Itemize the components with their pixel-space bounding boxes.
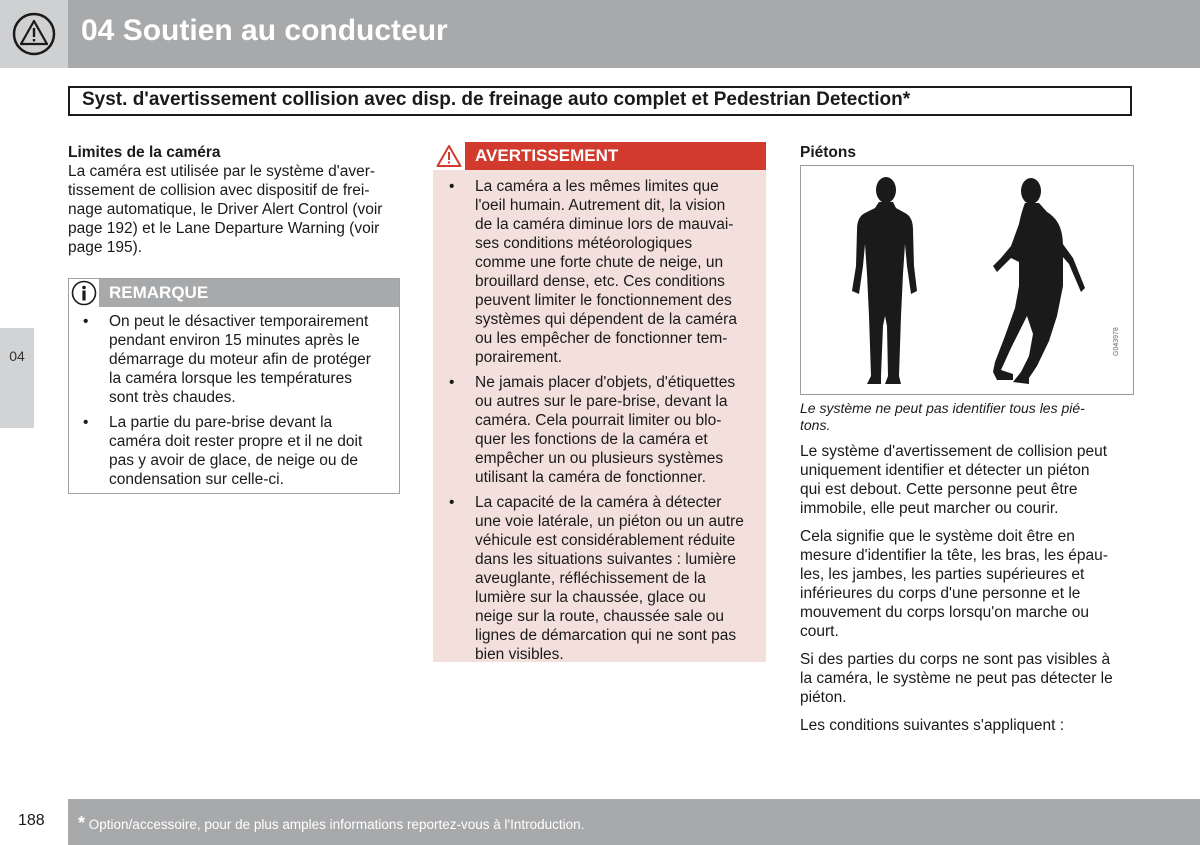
note-icon-box: [69, 279, 99, 307]
pedestrian-figure: [800, 165, 1134, 395]
paragraph: Les conditions suivantes s'appliquent :: [800, 717, 1065, 734]
list-item: • La capacité de la caméra à détecter une voie latérale, un piéton ou un autre véhicule est considérablement réduite dans les situations suivantes : lumière aveuglante, réfléchissement de la lumière sur la chaussée, glace ou neige sur la route, chaussée sale ou lignes de démarcation qui ne sont pas bien visibles.: [449, 494, 744, 663]
paragraph: Le système d'avertissement de collision peut uniquement identifier et détecter un piéton qui est debout. Cette personne peut être immobile, elle peut marcher ou courir.: [800, 443, 1108, 517]
chapter-side-tab: [0, 328, 34, 428]
left-column: [68, 143, 403, 257]
footnote-text: Option/accessoire, pour de plus amples informations reportez-vous à l'Introduction.: [88, 817, 585, 832]
footnote-star: *: [78, 813, 86, 833]
footnote-bar: [68, 799, 1200, 845]
section-title-box: [68, 86, 1132, 116]
pedestrian-silhouettes-illustration: [801, 166, 1133, 394]
walking-person-silhouette: [993, 178, 1085, 384]
info-icon: [71, 280, 97, 306]
paragraph: Si des parties du corps ne sont pas visibles à la caméra, le système ne peut pas détecter le piéton.: [800, 651, 1113, 706]
warning-icon-box: [433, 142, 465, 170]
chapter-title: 04 Soutien au conducteur: [81, 14, 448, 47]
warning-triangle-icon: [11, 12, 57, 56]
list-item: • On peut le désactiver temporairement pendant environ 15 minutes après le démarrage du moteur afin de protéger la caméra lorsque les températures sont très chaudes.: [83, 313, 371, 406]
warning-box: [433, 142, 766, 662]
footnote: [78, 813, 584, 834]
pedestrians-heading: Piétons: [800, 144, 856, 161]
right-column-text: [800, 442, 1135, 735]
page-footer: [0, 799, 1200, 845]
note-title: REMARQUE: [109, 283, 209, 302]
page-header: [0, 0, 1200, 68]
page-number: 188: [18, 812, 45, 829]
warning-header: [433, 142, 766, 170]
figure-code: G043978: [1113, 327, 1120, 356]
figure-caption: Le système ne peut pas identifier tous les pié- tons.: [800, 400, 1085, 433]
list-item: • Ne jamais placer d'objets, d'étiquettes ou autres sur le pare-brise, devant la caméra. Cela pourrait limiter ou blo- quer les fonctions de la caméra et empêcher un ou plusieurs systèmes utilisant la caméra de fonctionner.: [449, 374, 736, 486]
list-item: • La caméra a les mêmes limites que l'oeil humain. Autrement dit, la vision de la caméra diminue lors de mauvai- ses conditions météorologiques comme une forte chute de neige, un brouillard dense, etc. Ces conditions peuvent limiter le fonctionnement des systèmes qui dépendent de la caméra ou les empêcher de fonctionner tem- porairement.: [449, 178, 737, 366]
camera-limits-text: La caméra est utilisée par le système d'aver- tissement de collision avec dispositif de frei- nage automatique, le Driver Alert Control (voir page 192) et le Lane Departure Warning (voir page 195).: [68, 163, 383, 256]
note-list: [69, 312, 394, 495]
standing-person-silhouette: [852, 177, 917, 384]
header-icon-box: [0, 0, 68, 68]
section-title: Syst. d'avertissement collision avec disp. de freinage auto complet et Pedestrian Detection*: [82, 89, 911, 110]
camera-limits-heading: Limites de la caméra: [68, 144, 221, 161]
list-item: • La partie du pare-brise devant la caméra doit rester propre et il ne doit pas y avoir de glace, de neige ou de condensation sur celle-ci.: [83, 414, 363, 488]
warning-list: [435, 177, 760, 670]
right-column-heading-wrap: [800, 143, 1130, 162]
warning-triangle-icon: [436, 144, 462, 168]
paragraph: Cela signifie que le système doit être en mesure d'identifier la tête, les bras, les épau- les, les jambes, les parties supérieures et inférieures du corps d'une personne et le mouvement du corps lorsqu'on marche ou court.: [800, 528, 1108, 640]
chapter-side-tab-label: 04: [9, 348, 25, 364]
note-header: [69, 279, 399, 307]
warning-title: AVERTISSEMENT: [475, 146, 619, 165]
note-box: [68, 278, 400, 494]
